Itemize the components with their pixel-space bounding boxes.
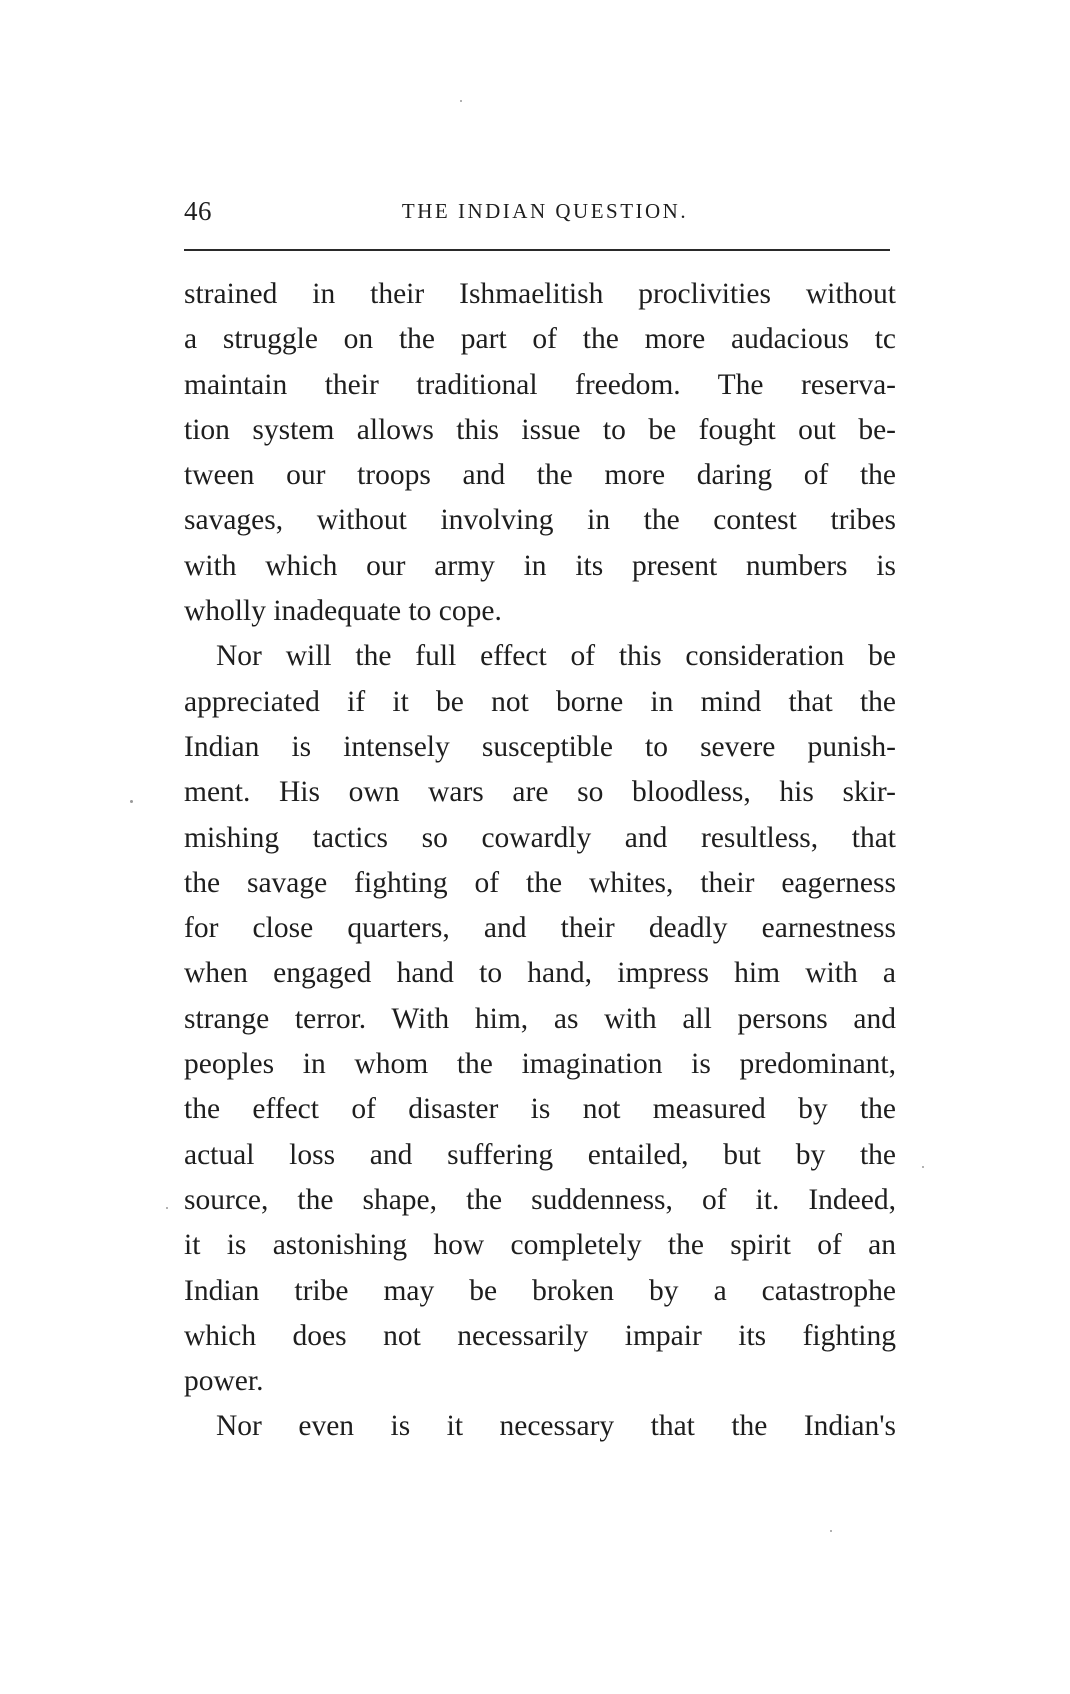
paper-speck xyxy=(130,800,133,803)
text-line: the savage fighting of the whites, their eagerness xyxy=(184,866,896,899)
running-head: THE INDIAN QUESTION. xyxy=(401,199,689,223)
text-line: for close quarters, and their deadly earnestness xyxy=(184,912,896,945)
text-line: peoples in whom the imagination is predominant, xyxy=(184,1048,896,1081)
body-text xyxy=(184,272,896,1450)
text-line: Indian is intensely susceptible to severe punish- xyxy=(184,730,896,763)
text-line: ment. His own wars are so bloodless, his skir- xyxy=(184,776,896,809)
text-line: tion system allows this issue to be fought out be- xyxy=(184,413,896,446)
text-line: mishing tactics so cowardly and resultless, that xyxy=(184,821,896,854)
text-line: tween our troops and the more daring of the xyxy=(184,459,896,492)
text-line: the effect of disaster is not measured by the xyxy=(184,1093,896,1126)
text-line: Indian tribe may be broken by a catastrophe xyxy=(184,1274,896,1307)
text-line: appreciated if it be not borne in mind that the xyxy=(184,685,896,718)
paper-speck xyxy=(830,1530,832,1532)
text-line: with which our army in its present numbers is xyxy=(184,549,896,582)
text-line: power. xyxy=(184,1365,264,1398)
paragraph-start-line: Nor even is it necessary that the Indian's xyxy=(216,1410,896,1443)
text-line: savages, without involving in the contest tribes xyxy=(184,504,896,537)
paper-speck xyxy=(166,1207,168,1209)
text-line: strained in their Ishmaelitish proclivities without xyxy=(184,278,896,310)
text-line: actual loss and suffering entailed, but by the xyxy=(184,1138,896,1171)
page-number: 46 xyxy=(184,196,212,226)
paper-speck xyxy=(460,100,462,102)
text-line: maintain their traditional freedom. The reserva- xyxy=(184,368,896,401)
text-line: source, the shape, the suddenness, of it. Indeed, xyxy=(184,1183,896,1216)
paragraph-start-line: Nor will the full effect of this consideration be xyxy=(216,640,896,673)
paper-speck xyxy=(922,1166,924,1168)
header-rule xyxy=(184,249,890,251)
text-line: a struggle on the part of the more audacious tc xyxy=(184,323,896,356)
text-line: when engaged hand to hand, impress him with a xyxy=(184,957,896,990)
text-line: which does not necessarily impair its fighting xyxy=(184,1319,896,1352)
text-line: wholly inadequate to cope. xyxy=(184,595,502,628)
text-line: strange terror. With him, as with all persons and xyxy=(184,1002,896,1035)
page-header xyxy=(184,196,890,236)
text-line: it is astonishing how completely the spirit of an xyxy=(184,1229,896,1262)
